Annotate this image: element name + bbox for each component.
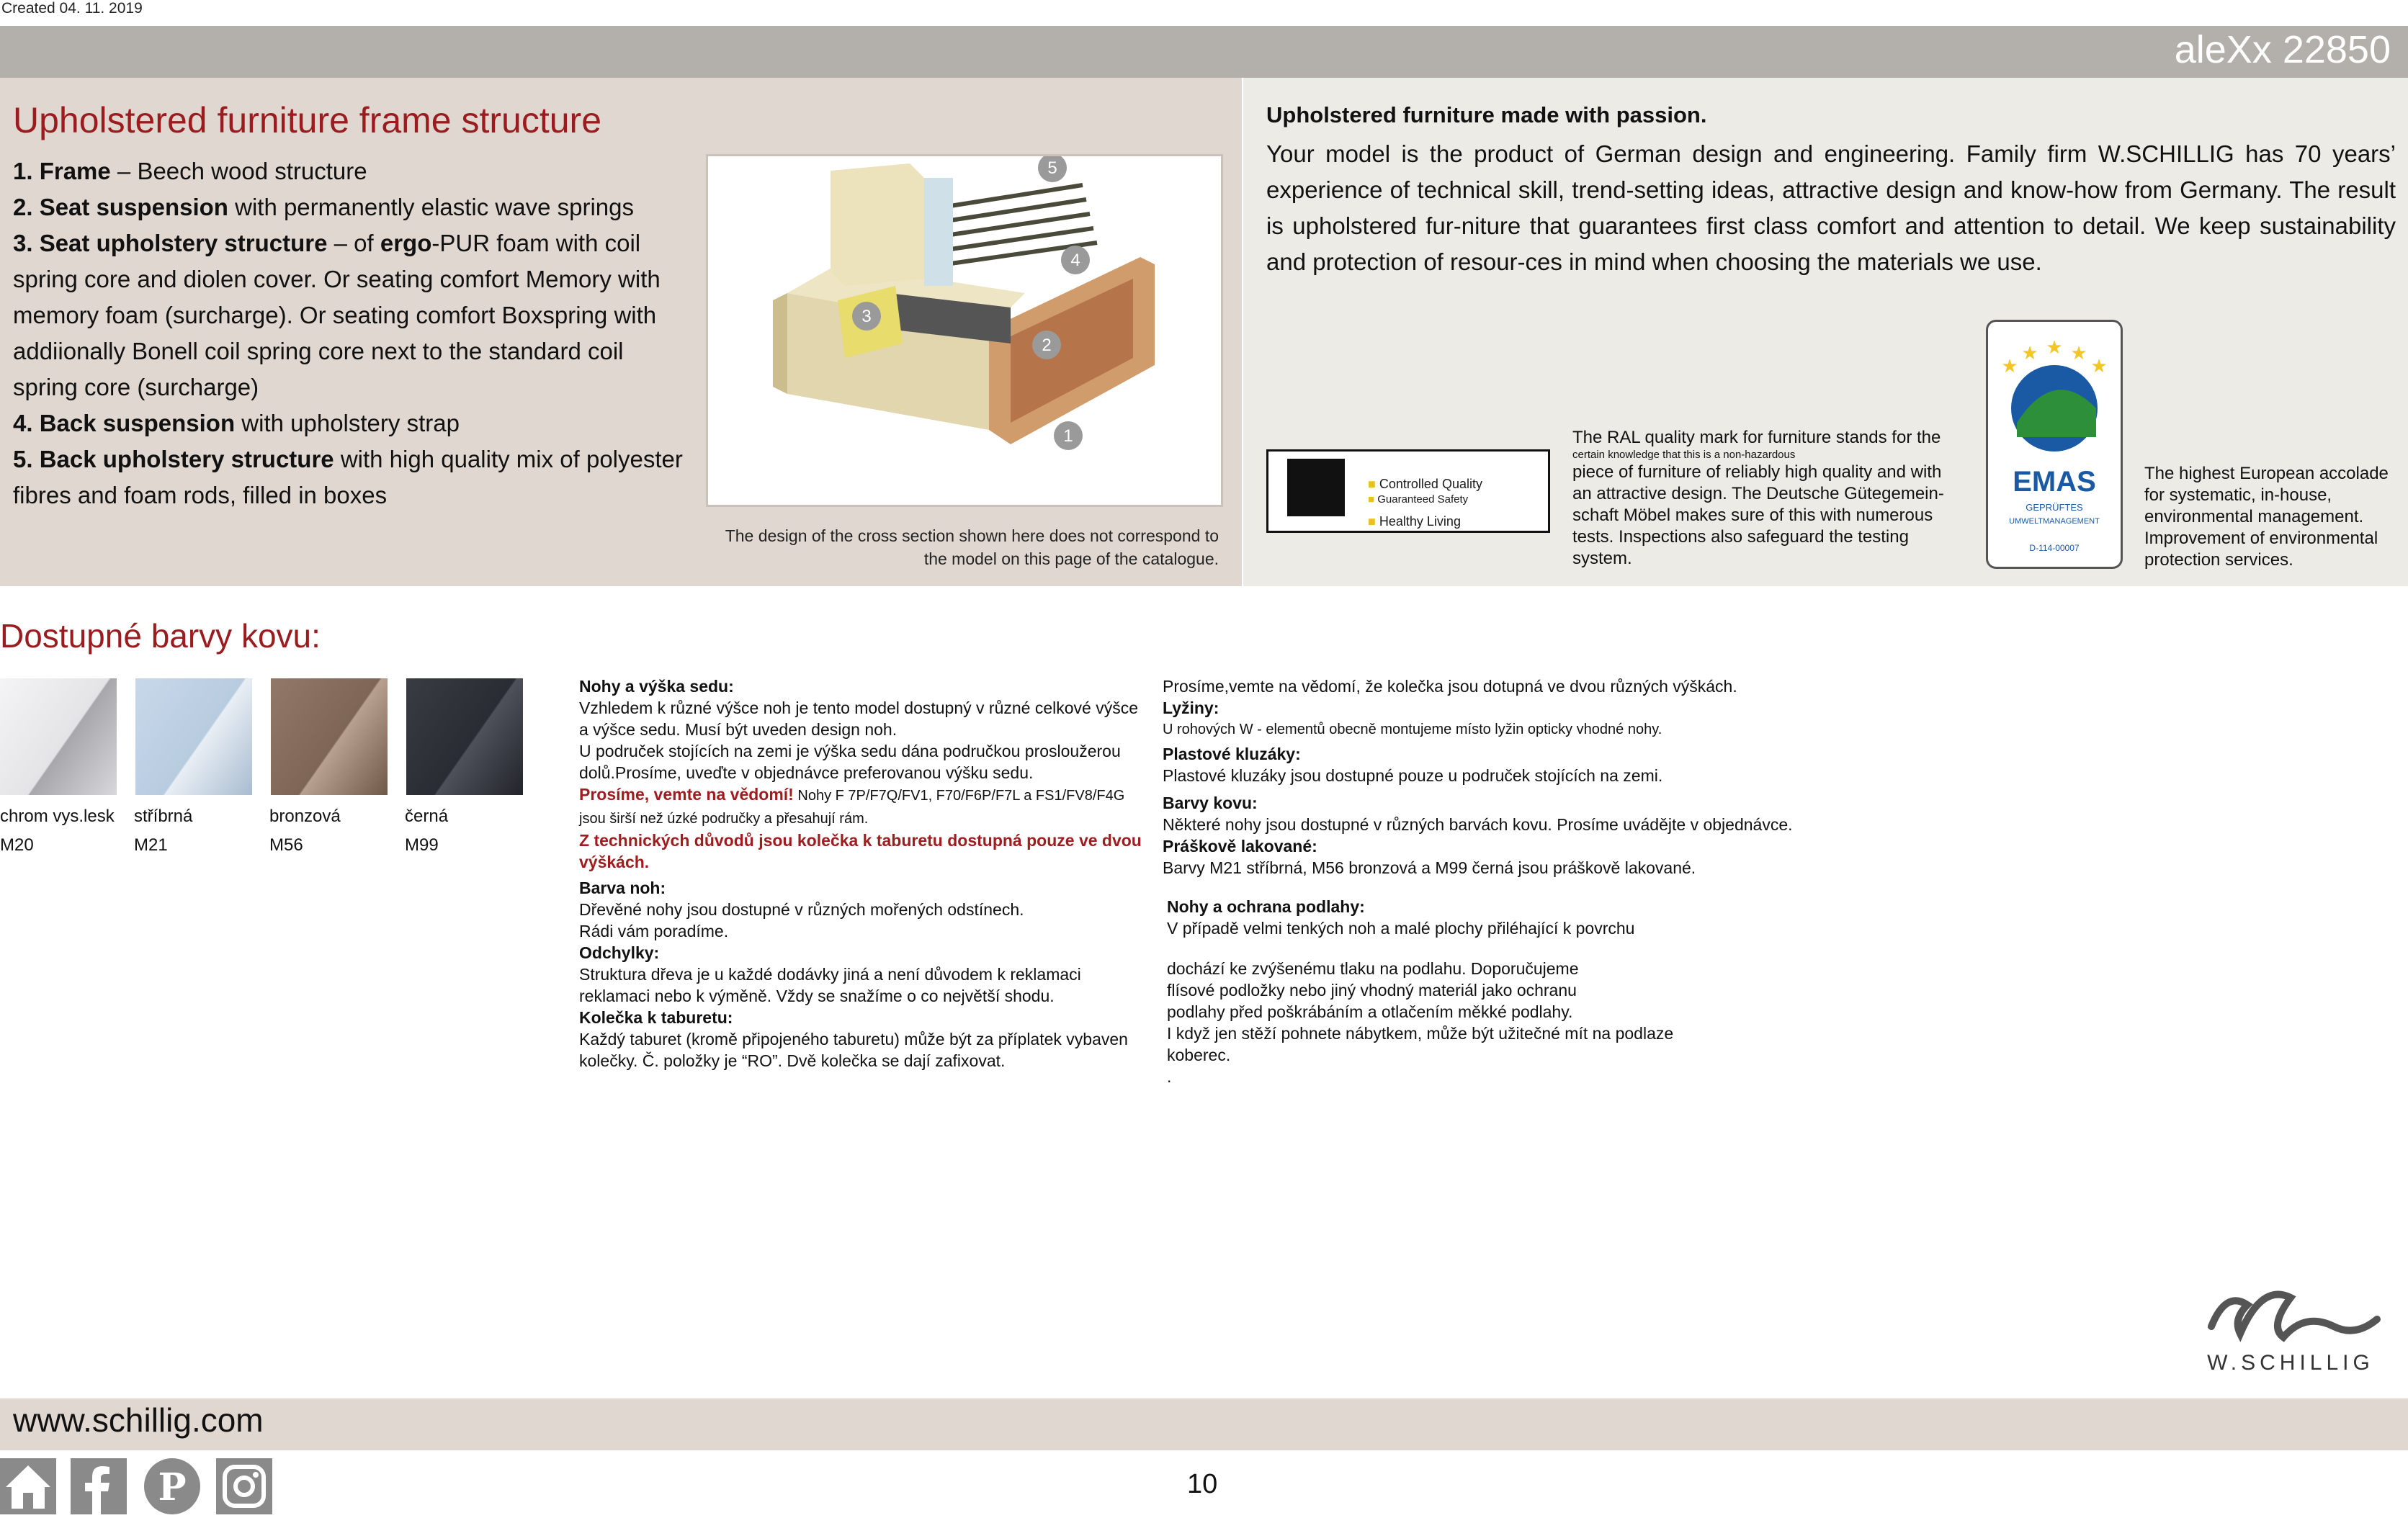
section-heading: Plastové kluzáky:: [1163, 745, 1301, 763]
svg-text:★: ★: [2001, 356, 2018, 377]
swatch-code: M21: [134, 835, 168, 855]
ral-quality-badge: [1266, 449, 1550, 533]
cross-section-image: [706, 154, 1223, 507]
swatch-chrome: [0, 678, 117, 795]
callout-3-label: 3: [861, 307, 872, 326]
frame-item: 1. Frame – Beech wood structure: [13, 158, 367, 184]
passion-title: Upholstered furniture made with passion.: [1266, 102, 1707, 127]
paragraph: Dřevěné nohy jsou dostupné v různých mořených odstínech.: [579, 900, 1024, 919]
paragraph: Prosíme,vemte na vědomí, že kolečka jsou dotupná ve dvou různých výškách.: [1163, 677, 1737, 696]
passion-text: Your model is the product of German design and engineering. Family firm W.SCHILLIG has 70 years’ experience of technical skill, trend-setting ideas, attractive design and know-how from Germany. The result is upholstered fur-niture that guarantees first class comfort and attention to detail. We keep sustainability and protection of resour-ces in mind when choosing the materials we use.: [1266, 140, 2396, 275]
section-heading: Kolečka k taburetu:: [579, 1008, 733, 1027]
paragraph: I když jen stěží pohnete nábytkem, může být užitečné mít na podlaze: [1167, 1024, 1674, 1043]
paragraph: V případě velmi tenkých noh a malé plochy přiléhající k povrchu: [1167, 919, 1635, 938]
paragraph: Barvy M21 stříbrná, M56 bronzová a M99 černá jsou práškově lakované.: [1163, 858, 1696, 877]
section-heading: Odchylky:: [579, 943, 660, 962]
swatch-black: [406, 678, 523, 795]
paragraph: Plastové kluzáky jsou dostupné pouze u područek stojících na zemi.: [1163, 766, 1663, 785]
paragraph: U rohových W - elementů obecně montujeme místo lyžin opticky vhodné nohy.: [1163, 722, 1662, 737]
paragraph: Prosíme, vemte na vědomí! Nohy F 7P/F7Q/FV1, F70/F6P/F7L a FS1/FV8/F4G jsou širší než úzké područky a přesahují rám.: [579, 785, 1125, 827]
callout-4-label: 4: [1070, 251, 1080, 270]
paragraph: U područek stojících na zemi je výška sedu dána područkou prosloužerou dolů.Prosíme, uveďte v objednávce preferovanou výšku sedu.: [579, 742, 1121, 782]
ral-badge-line: ■ Guaranteed Safety: [1368, 493, 1469, 506]
paragraph: dochází ke zvýšenému tlaku na podlahu. Doporučujeme: [1167, 959, 1579, 978]
svg-text:GEPRÜFTES: GEPRÜFTES: [2026, 502, 2083, 513]
top-bar: [0, 26, 2408, 78]
frame-item: 2. Seat suspension with permanently elastic wave springs: [13, 194, 635, 220]
glides-info-column: [1163, 675, 1955, 879]
sofa-cross-section-illustration: [708, 156, 1221, 505]
svg-text:UMWELTMANAGEMENT: UMWELTMANAGEMENT: [2009, 517, 2100, 526]
svg-text:★: ★: [2070, 343, 2087, 364]
paragraph: podlahy před poškrábáním a otlačením měkké podlahy.: [1167, 1002, 1573, 1021]
section-heading: Práškově lakované:: [1163, 837, 1317, 855]
cross-section-caption: The design of the cross section shown here does not correspond to the model on this page of the catalogue.: [725, 526, 1219, 568]
frame-item: 4. Back suspension with upholstery strap: [13, 410, 460, 436]
section-heading: Lyžiny:: [1163, 699, 1219, 717]
swatch-name: stříbrná: [134, 807, 193, 826]
emas-logo: [1986, 320, 2123, 569]
svg-text:W.SCHILLIG: W.SCHILLIG: [2207, 1351, 2374, 1375]
svg-text:★: ★: [2021, 343, 2038, 364]
website-link[interactable]: www.schillig.com: [13, 1401, 264, 1439]
model-name: aleXx 22850: [2174, 28, 2391, 71]
swatch-name: černá: [405, 807, 449, 826]
floor-protection-column: [1167, 896, 1786, 1087]
svg-text:EMAS: EMAS: [2013, 466, 2096, 498]
created-date: Created 04. 11. 2019: [1, 0, 143, 17]
paragraph: Struktura dřeva je u každé dodávky jiná a není důvodem k reklamaci reklamaci nebo k výměně. Vždy se snažíme o co největší shodu.: [579, 965, 1081, 1005]
metal-colors-title: Dostupné barvy kovu:: [0, 617, 321, 655]
bottom-bar: [0, 1398, 2408, 1450]
ral-badge-line: ■ Healthy Living: [1368, 514, 1461, 529]
pinterest-icon[interactable]: [144, 1458, 200, 1514]
swatch-bronze: [271, 678, 388, 795]
facebook-icon[interactable]: [71, 1458, 127, 1514]
swatch-name: chrom vys.lesk: [0, 807, 115, 826]
ral-description: The RAL quality mark for furniture stands for the certain knowledge that this is a non-hazardous piece of furniture of reliably high quality and with an attractive design. The Deutsche Gütegemein- schaft Möbel makes sure of this with numerous tests. Inspections also safeguard the testing system.: [1572, 428, 1944, 568]
frame-item: 3. Seat upholstery structure – of ergo-PUR foam with coil spring core and diolen cover. Or seating comfort Memory with memory foam (surcharge). Or seating comfort Boxspring with addiionally Bonell coil spring core next to the standard coil spring core (surcharge): [13, 230, 661, 400]
swatch-code: M99: [405, 835, 439, 855]
paragraph: Některé nohy jsou dostupné v různých barvách kovu. Prosíme uvádějte v objednávce.: [1163, 815, 1793, 834]
swatch-code: M20: [0, 835, 34, 855]
paragraph: .: [1167, 1067, 1172, 1086]
swatch-name: bronzová: [269, 807, 341, 826]
paragraph: koberec.: [1167, 1046, 1231, 1064]
frame-structure-list: [13, 153, 683, 513]
red-note: Z technických důvodů jsou kolečka k taburetu dostupná pouze ve dvou výškách.: [579, 831, 1142, 871]
legs-info-column: [579, 675, 1148, 1072]
page-number: 10: [1187, 1469, 1218, 1499]
paragraph: Rádi vám poradíme.: [579, 922, 729, 940]
frame-item: 5. Back upholstery structure with high quality mix of polyester fibres and foam rods, filled in boxes: [13, 446, 683, 508]
section-heading: Barva noh:: [579, 879, 666, 897]
home-icon[interactable]: [0, 1458, 56, 1514]
frame-structure-title: Upholstered furniture frame structure: [13, 100, 602, 140]
callout-1-label: 1: [1063, 426, 1073, 446]
schillig-logo: [2183, 1269, 2399, 1380]
ral-logo-icon: [1287, 459, 1345, 516]
svg-text:★: ★: [2090, 356, 2108, 377]
svg-text:D-114-00007: D-114-00007: [2029, 543, 2080, 553]
callout-2-label: 2: [1042, 336, 1052, 355]
paragraph: Každý taburet (kromě připojeného taburetu) může být za příplatek vybaven kolečky. Č. položky je “RO”. Dvě kolečka se dají zafixovat.: [579, 1030, 1128, 1070]
swatch-silver: [135, 678, 252, 795]
section-heading: Nohy a ochrana podlahy:: [1167, 897, 1365, 916]
paragraph: flísové podložky nebo jiný vhodný materiál jako ochranu: [1167, 981, 1577, 1000]
emas-description: The highest European accolade for systematic, in-house, environmental management. Improvement of environmental protection services.: [2144, 464, 2389, 570]
paragraph: Vzhledem k různé výšce noh je tento model dostupný v různé celkové výšce a výšce sedu. Musí být uveden design noh.: [579, 699, 1139, 739]
callout-5-label: 5: [1047, 158, 1057, 178]
section-heading: Barvy kovu:: [1163, 794, 1258, 812]
svg-text:P: P: [158, 1465, 187, 1509]
swatch-code: M56: [269, 835, 303, 855]
svg-text:★: ★: [2046, 337, 2063, 359]
ral-badge-line: ■ Controlled Quality: [1368, 477, 1482, 491]
section-heading: Nohy a výška sedu:: [579, 677, 734, 696]
instagram-icon[interactable]: [216, 1458, 272, 1514]
